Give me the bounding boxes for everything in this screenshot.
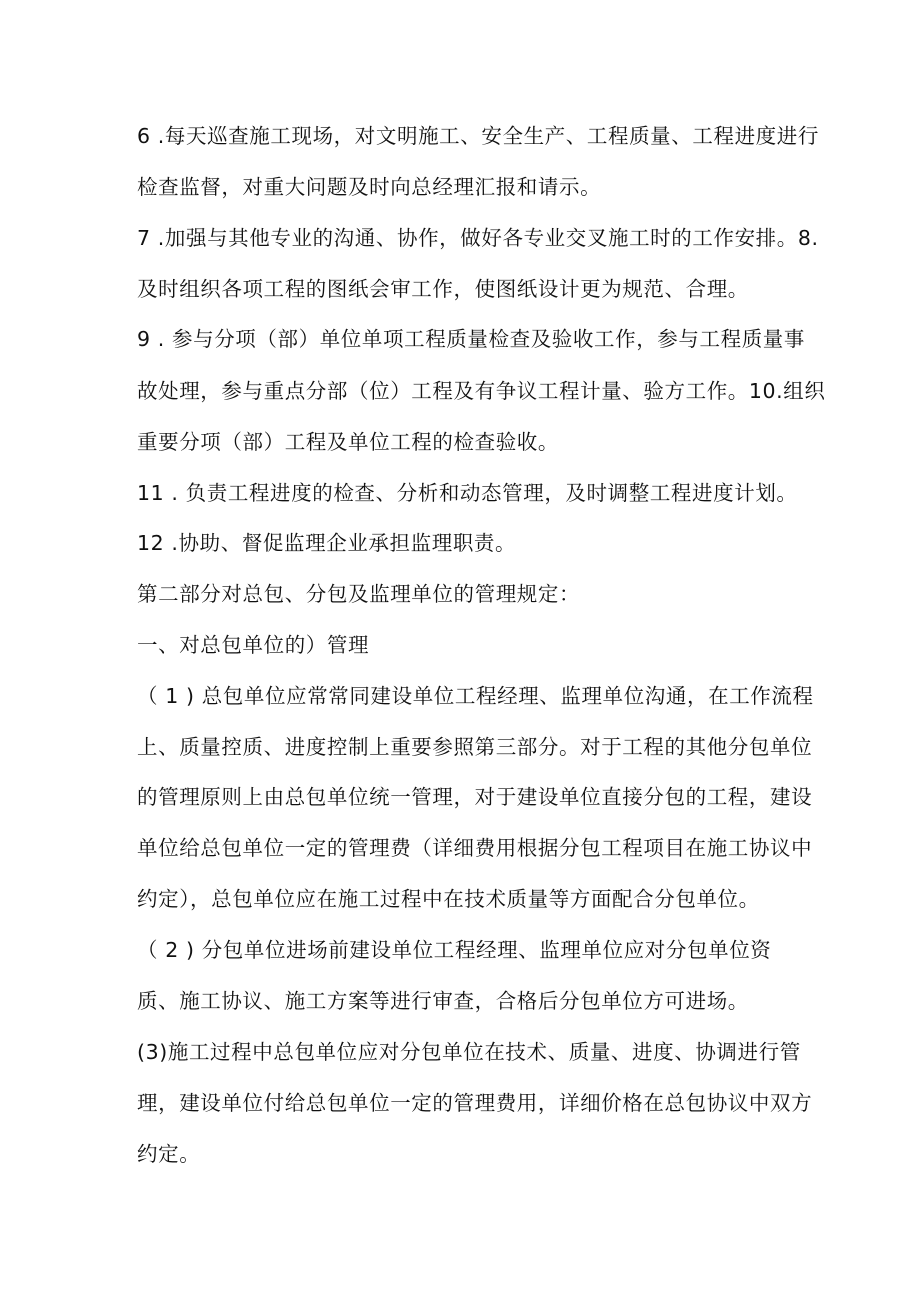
text-line: 上、质量控质、进度控制上重要参照第三部分。对于工程的其他分包单位: [137, 735, 813, 759]
text-line: 故处理，参与重点分部（位）工程及有争议工程计量、验方工作。10.组织: [137, 379, 826, 403]
text-line: 检查监督，对重大问题及时向总经理汇报和请示。: [137, 175, 602, 199]
text-line: 9 . 参与分项（部）单位单项工程质量检查及验收工作，参与工程质量事: [137, 327, 805, 351]
text-line: 理，建设单位付给总包单位一定的管理费用，详细价格在总包协议中双方: [137, 1091, 813, 1115]
text-line: （ 1 ) 总包单位应常常同建设单位工程经理、监理单位沟通，在工作流程: [137, 684, 814, 708]
text-line: 12 .协助、督促监理企业承担监理职责。: [137, 531, 517, 555]
text-line: （ 2 ) 分包单位进场前建设单位工程经理、监理单位应对分包单位资: [137, 938, 772, 962]
text-line: 7 .加强与其他专业的沟通、协作，做好各专业交叉施工时的工作安排。8.: [137, 226, 819, 250]
text-line: 重要分项（部）工程及单位工程的检查验收。: [137, 430, 559, 454]
text-line: 约定），总包单位应在施工过程中在技术质量等方面配合分包单位。: [137, 887, 760, 911]
text-line: 的管理原则上由总包单位统一管理，对于建设单位直接分包的工程，建设: [137, 785, 813, 809]
text-line: 及时组织各项工程的图纸会审工作，使图纸设计更为规范、合理。: [137, 277, 749, 301]
subsection-heading: 一、对总包单位的）管理: [137, 633, 370, 657]
text-line: 6 .每天巡查施工现场，对文明施工、安全生产、工程质量、工程进度进行: [137, 124, 819, 148]
text-line: 11 . 负责工程进度的检查、分析和动态管理，及时调整工程进度计划。: [137, 481, 798, 505]
text-line: 单位给总包单位一定的管理费（详细费用根据分包工程项目在施工协议中: [137, 836, 813, 860]
text-line: (3)施工过程中总包单位应对分包单位在技术、质量、进度、协调进行管: [137, 1040, 801, 1064]
section-heading: 第二部分对总包、分包及监理单位的管理规定：: [137, 582, 581, 606]
text-line: 质、施工协议、施工方案等进行审查，合格后分包单位方可进场。: [137, 989, 749, 1013]
text-line: 约定。: [137, 1142, 201, 1166]
